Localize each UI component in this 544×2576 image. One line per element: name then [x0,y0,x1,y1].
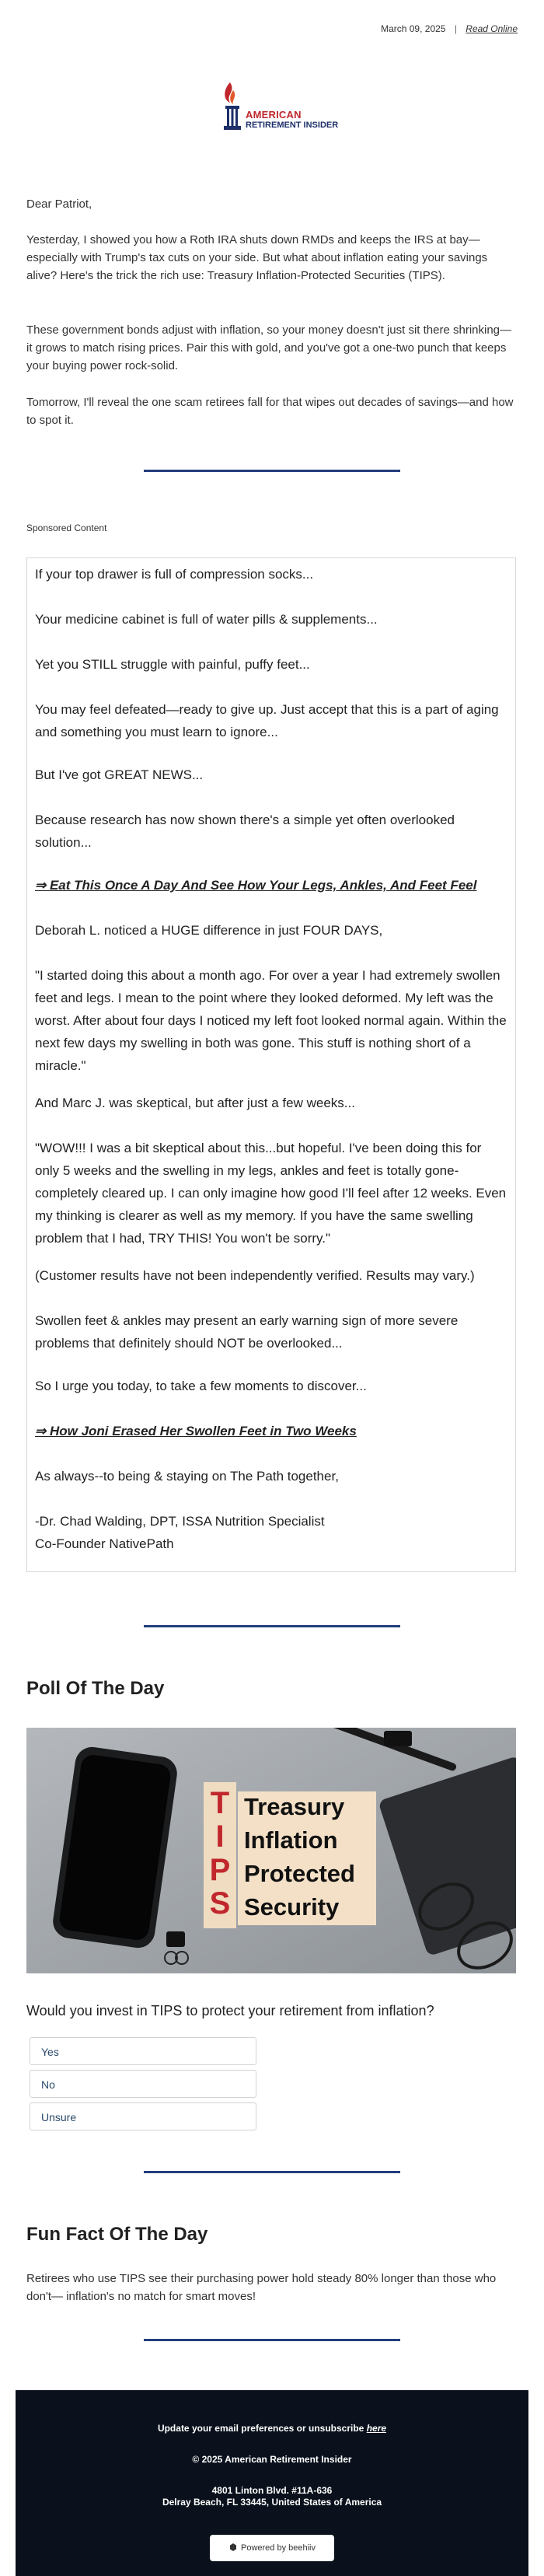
poll-option-yes[interactable]: Yes [30,2037,256,2065]
ad-line: As always--to being & staying on The Path together, [35,1469,339,1484]
block-letter: S [209,1886,231,1921]
block-letter: I [215,1819,225,1854]
ad-line: So I urge you today, to take a few moments to discover... [35,1379,367,1393]
disclaimer: (Customer results have not been independently verified. Results may vary.) [35,1268,475,1283]
logo-line1: AMERICAN [246,109,302,121]
ad-line: Your medicine cabinet is full of water pills & supplements... [35,612,378,627]
block-word: Protected [244,1860,355,1887]
powered-by-badge[interactable] [210,2535,334,2561]
unsubscribe-link[interactable]: here [366,2423,387,2434]
block-word: Inflation [244,1826,338,1854]
ad-line: Because research has now shown there's a simple yet often overlooked solution... [35,813,455,850]
signature-name: -Dr. Chad Walding, DPT, ISSA Nutrition Specialist [35,1514,325,1529]
ad-line: But I've got GREAT NEWS... [35,767,204,782]
ad-line: And Marc J. was skeptical, but after just a few weeks... [35,1096,355,1110]
footer-copyright: © 2025 American Retirement Insider [192,2454,352,2465]
ad-link-joni[interactable]: ⇒ How Joni Erased Her Swollen Feet in Two Weeks [35,1424,357,1438]
footer [16,2390,528,2576]
ad-line: You may feel defeated—ready to give up. Just accept that this is a part of aging and something you must learn to ignore... [35,702,499,739]
poll-title: Poll Of The Day [26,1678,165,1699]
section-divider [144,1625,400,1627]
ad-line: If your top drawer is full of compression socks... [35,567,314,582]
header-meta [381,23,518,34]
header-separator: | [454,23,457,34]
section-divider [144,2339,400,2341]
fun-fact-title: Fun Fact Of The Day [26,2224,208,2245]
block-letter: P [209,1853,231,1887]
powered-by-text: Powered by beehiiv [240,2543,316,2553]
beehiiv-icon [228,2536,238,2546]
intro-paragraph-3: Tomorrow, I'll reveal the one scam retirees fall for that wipes out decades of savings—and how to spot it. [26,396,514,427]
greeting: Dear Patriot, [26,197,92,211]
poll-question: Would you invest in TIPS to protect your retirement from inflation? [26,2003,434,2019]
ad-link-eat-this[interactable]: ⇒ Eat This Once A Day And See How Your Legs, Ankles, And Feet Feel [35,878,477,893]
tips-hero-image [26,1728,516,1973]
ad-line: Swollen feet & ankles may present an early warning sign of more severe problems that definitely should NOT be overlooked... [35,1313,459,1351]
sponsored-ad-box [26,557,516,1572]
intro-paragraph-2: These government bonds adjust with inflation, so your money doesn't just sit there shrinking—it grows to match rising prices. Pair this with gold, and you've got a one-two punch that keeps your buying power rock-solid. [26,323,512,372]
signature-title: Co-Founder NativePath [35,1536,174,1551]
section-divider [144,470,400,472]
fun-fact-text: Retirees who use TIPS see their purchasing power hold steady 80% longer than those who don't— inflation's no match for smart moves! [26,2272,497,2303]
testimonial-marc: "WOW!!! I was a bit skeptical about this...but hopeful. I've been doing this for only 5 weeks and the swelling in my legs, ankles and feet is totally gone- completely cleared up. I can only imagine how good I'll feel after 12 weeks. Even my thinking is clearer as well as my memory. If you have the same swelling problem that I had, TRY THIS! You won't be sorry." [35,1141,507,1246]
section-divider [144,2171,400,2173]
logo-line2: RETIREMENT INSIDER [246,121,339,130]
preferences-text: Update your email preferences or unsubscribe [157,2423,367,2434]
logo [219,76,343,146]
sponsored-label: Sponsored Content [26,523,107,533]
ad-line: Yet you STILL struggle with painful, puffy feet... [35,657,310,672]
date-text: March 09, 2025 [381,23,446,34]
testimonial-deborah: "I started doing this about a month ago. For over a year I had extremely swollen feet and legs. I mean to the point where they looked deformed. My left was the worst. After about four days I noticed my left foot looked normal again. Within the next few days my swelling in both was gone. This stuff is nothing short of a miracle." [35,968,507,1073]
footer-address-1: 4801 Linton Blvd. #11A-636 [211,2485,333,2496]
intro-paragraph-1: Yesterday, I showed you how a Roth IRA shuts down RMDs and keeps the IRS at bay—especially with Trump's tax cuts on your side. But what about inflation eating your savings alive? Here's the trick the rich use: Treasury Inflation-Protected Securities (TIPS). [26,233,488,282]
block-word: Security [244,1893,340,1921]
footer-preferences [16,2423,528,2434]
poll-option-unsure[interactable]: Unsure [30,2102,256,2130]
block-letter: T [210,1786,230,1820]
read-online-link[interactable]: Read Online [466,23,518,34]
ad-line: Deborah L. noticed a HUGE difference in just FOUR DAYS, [35,923,383,938]
block-word: Treasury [244,1793,345,1820]
footer-address-2: Delray Beach, FL 33445, United States of America [162,2497,382,2508]
poll-option-no[interactable]: No [30,2070,256,2098]
